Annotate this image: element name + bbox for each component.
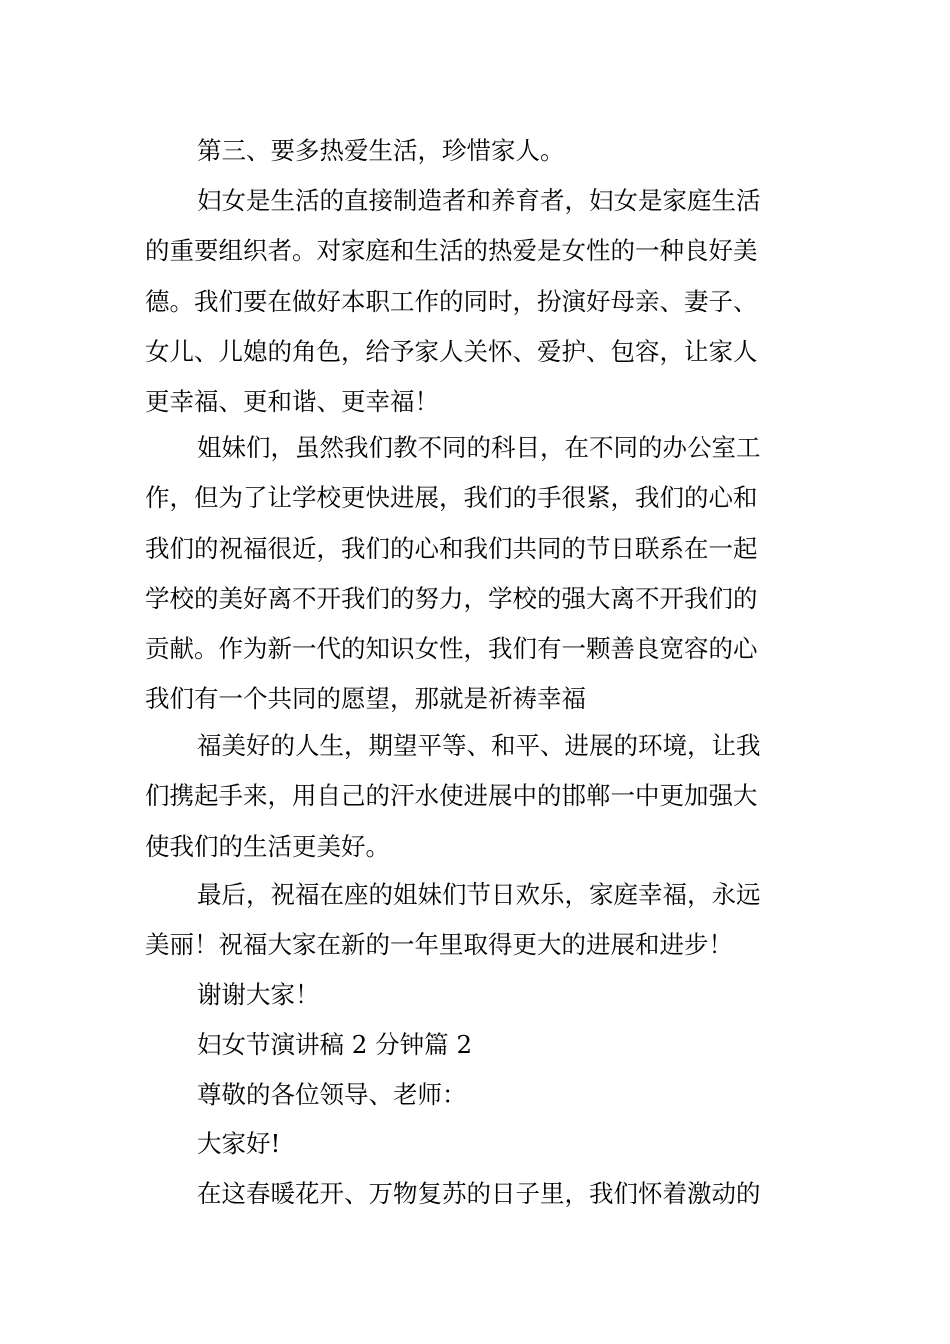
text-line: 姐妹们，虽然我们教不同的科目，在不同的办公室工	[197, 433, 761, 462]
text-line: 美丽！祝福大家在新的一年里取得更大的进展和进步！	[145, 930, 733, 960]
greeting	[145, 1119, 815, 1169]
text-line: 最后，祝福在座的姐妹们节日欢乐，家庭幸福，永远	[197, 880, 761, 909]
text-line: 女儿、儿媳的角色，给予家人关怀、爱护、包容，让家人	[145, 336, 758, 366]
text-line: 妇女是生活的直接制造者和养育者，妇女是家庭生活	[197, 186, 761, 215]
text-line: 德。我们要在做好本职工作的同时，扮演好母亲、妻子、	[145, 286, 758, 316]
paragraph-3	[145, 423, 815, 725]
paragraph-2	[145, 176, 815, 427]
salutation	[145, 1070, 815, 1120]
text-line: 使我们的生活更美好。	[145, 831, 390, 861]
text-line: 的重要组织者。对家庭和生活的热爱是女性的一种良好美	[145, 236, 758, 266]
text-line: 谢谢大家！	[197, 980, 320, 1009]
text-line: 贡献。作为新一代的知识女性，我们有一颗善良宽容的心	[145, 634, 758, 664]
text-line: 我们的祝福很近，我们的心和我们共同的节日联系在一起	[145, 533, 758, 563]
text-line: 更幸福、更和谐、更幸福！	[145, 387, 439, 417]
paragraph-6	[145, 970, 815, 1020]
paragraph-1	[145, 126, 815, 176]
paragraph-5	[145, 870, 815, 971]
paragraph-10	[145, 1169, 815, 1219]
text-line: 我们有一个共同的愿望，那就是祈祷幸福	[145, 684, 586, 714]
text-line: 妇女节演讲稿 2 分钟篇 2	[197, 1030, 473, 1059]
paragraph-4	[145, 721, 815, 872]
text-line: 第三、要多热爱生活，珍惜家人。	[197, 136, 565, 165]
section-heading	[145, 1020, 815, 1070]
text-line: 福美好的人生，期望平等、和平、进展的环境，让我	[197, 731, 761, 760]
text-line: 作，但为了让学校更快进展，我们的手很紧，我们的心和	[145, 483, 758, 513]
text-line: 学校的美好离不开我们的努力，学校的强大离不开我们的	[145, 583, 758, 613]
text-line: 们携起手来，用自己的汗水使进展中的邯郸一中更加强大	[145, 781, 758, 811]
text-line: 在这春暖花开、万物复苏的日子里，我们怀着激动的	[197, 1179, 761, 1208]
text-line: 尊敬的各位领导、老师：	[197, 1080, 467, 1109]
text-line: 大家好!	[197, 1129, 281, 1158]
